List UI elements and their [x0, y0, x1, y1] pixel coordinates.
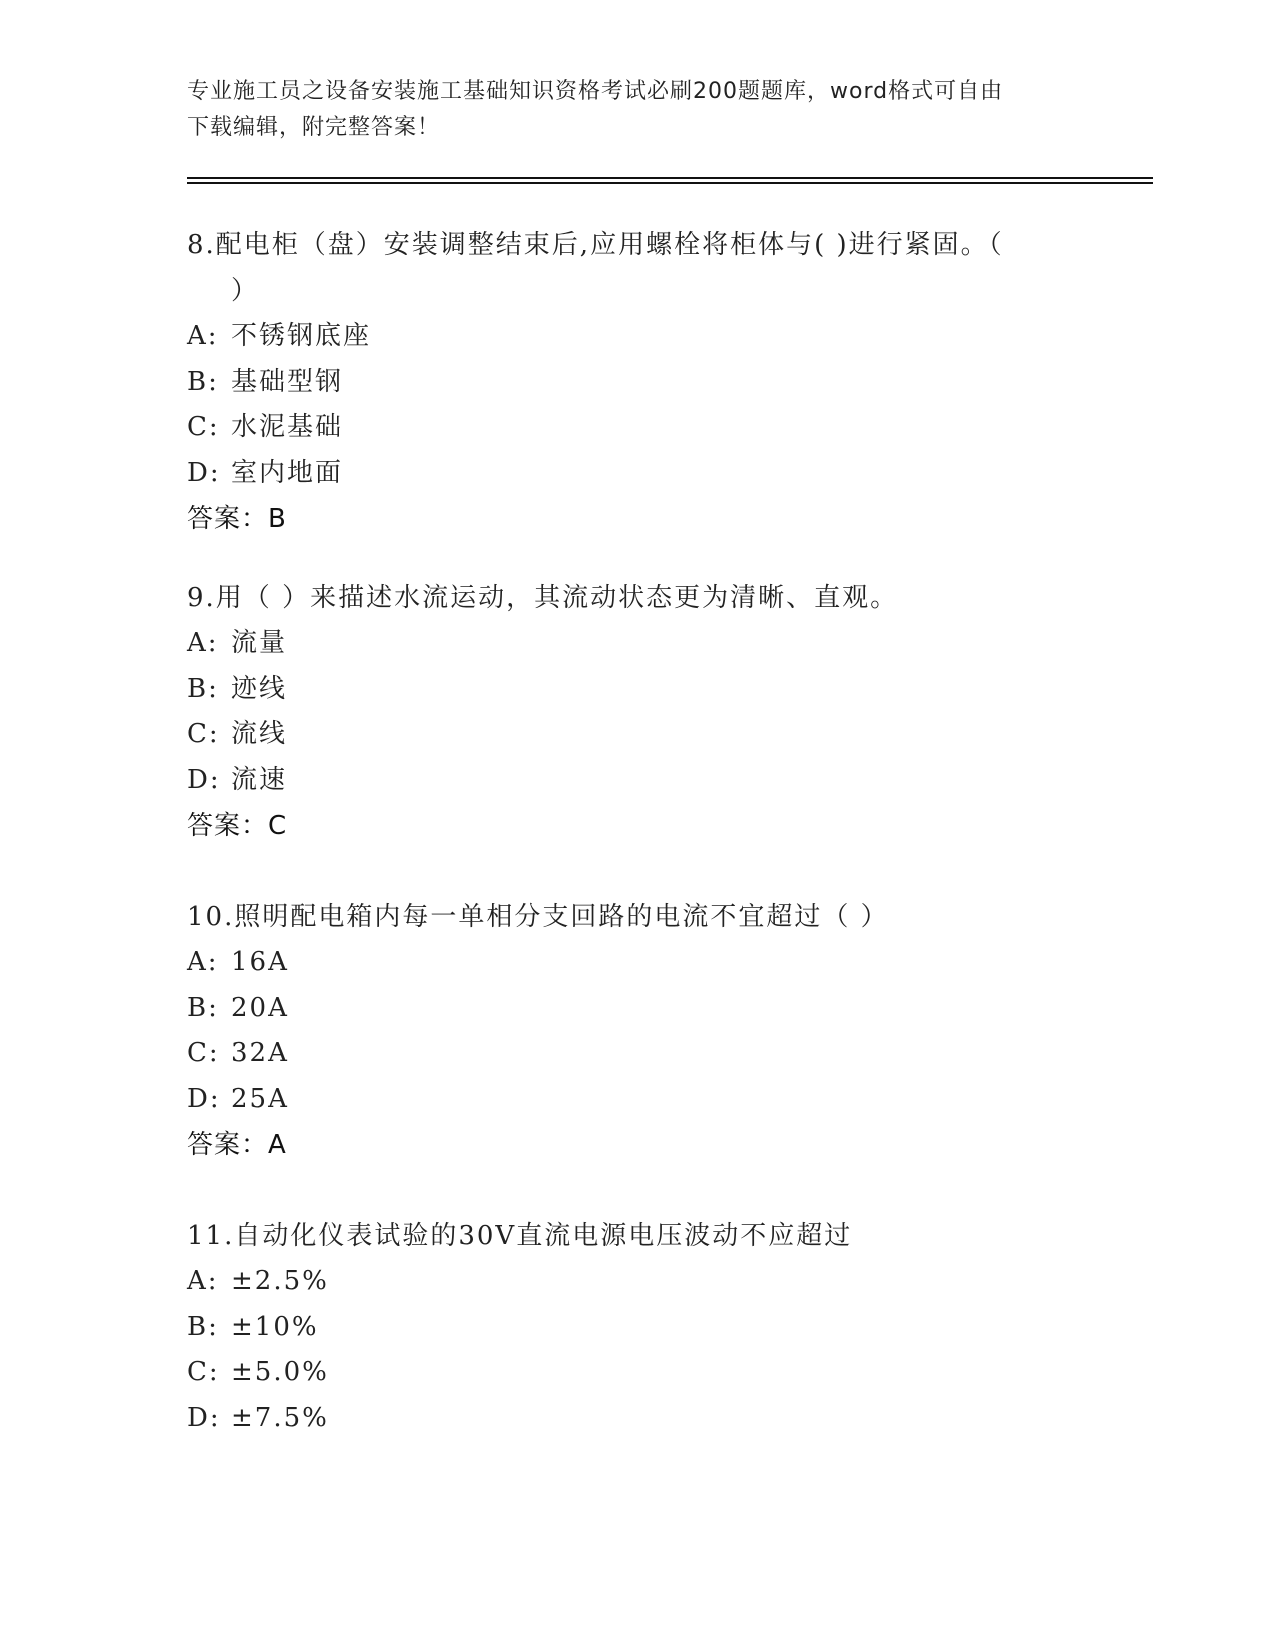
option-letter: C: — [187, 719, 220, 750]
answer-line: 答案：C — [187, 811, 288, 842]
option-letter: D: — [187, 1402, 221, 1433]
option-text: 流线 — [231, 719, 288, 750]
option-c — [187, 1031, 1067, 1077]
option-text: 32A — [231, 1038, 289, 1069]
option-d — [187, 451, 1067, 497]
option-letter: B: — [187, 992, 219, 1023]
question-stem: 9.用（ ）来描述水流运动，其流动状态更为清晰、直观。 — [187, 583, 899, 613]
option-text: 不锈钢底座 — [231, 321, 372, 351]
document-header — [187, 74, 1087, 146]
question-8 — [187, 222, 1067, 542]
option-letter: D: — [187, 457, 221, 488]
option-letter: B: — [187, 366, 219, 397]
option-letter: D: — [187, 1083, 221, 1114]
option-b — [187, 1305, 1067, 1351]
option-d — [187, 758, 1067, 804]
option-a — [187, 1259, 1067, 1305]
question-stem: 10.照明配电箱内每一单相分支回路的电流不宜超过（ ） — [187, 902, 889, 932]
option-text: 基础型钢 — [231, 366, 344, 397]
header-divider-bottom — [187, 182, 1153, 184]
option-a — [187, 621, 1067, 667]
question-9 — [187, 575, 1067, 849]
question-stem — [187, 222, 1067, 314]
header-divider-top — [187, 177, 1153, 179]
option-a — [187, 940, 1067, 986]
question-stem: 11.自动化仪表试验的30V直流电源电压波动不应超过 — [187, 1221, 853, 1251]
option-c — [187, 1350, 1067, 1396]
option-b — [187, 360, 1067, 406]
answer-line: 答案：A — [187, 1130, 287, 1161]
question-stem-continuation: ） — [231, 276, 260, 306]
option-d — [187, 1396, 1067, 1442]
answer-line: 答案：B — [187, 504, 287, 535]
option-a — [187, 314, 1067, 360]
option-d — [187, 1077, 1067, 1123]
option-text: 20A — [231, 992, 289, 1023]
option-text: ±2.5% — [231, 1266, 329, 1296]
option-letter: C: — [187, 1357, 220, 1388]
option-text: 迹线 — [231, 673, 288, 704]
option-text: ±7.5% — [231, 1402, 329, 1433]
option-b — [187, 986, 1067, 1032]
option-text: 16A — [231, 947, 289, 977]
option-text: 室内地面 — [231, 457, 344, 488]
option-letter: D: — [187, 764, 221, 795]
question-10 — [187, 894, 1067, 1168]
question-stem-text: 8.配电柜（盘）安装调整结束后,应用螺栓将柜体与( )进行紧固。（ — [187, 230, 1004, 260]
option-c — [187, 405, 1067, 451]
option-letter: B: — [187, 1311, 219, 1342]
option-letter: B: — [187, 673, 219, 704]
option-letter: A: — [187, 321, 219, 351]
option-letter: C: — [187, 1038, 220, 1069]
option-text: ±5.0% — [231, 1357, 329, 1388]
option-text: 流量 — [231, 628, 288, 658]
header-line-2: 下载编辑，附完整答案！ — [187, 115, 441, 140]
option-letter: A: — [187, 947, 219, 977]
option-text: 25A — [231, 1083, 289, 1114]
option-letter: A: — [187, 628, 219, 658]
option-text: 流速 — [231, 764, 288, 795]
header-line-1: 专业施工员之设备安装施工基础知识资格考试必刷200题题库，word格式可自由 — [187, 79, 1004, 104]
option-c — [187, 712, 1067, 758]
option-b — [187, 667, 1067, 713]
question-11 — [187, 1213, 1067, 1441]
option-letter: A: — [187, 1266, 219, 1296]
option-letter: C: — [187, 412, 220, 443]
option-text: ±10% — [231, 1311, 319, 1342]
option-text: 水泥基础 — [231, 412, 344, 443]
